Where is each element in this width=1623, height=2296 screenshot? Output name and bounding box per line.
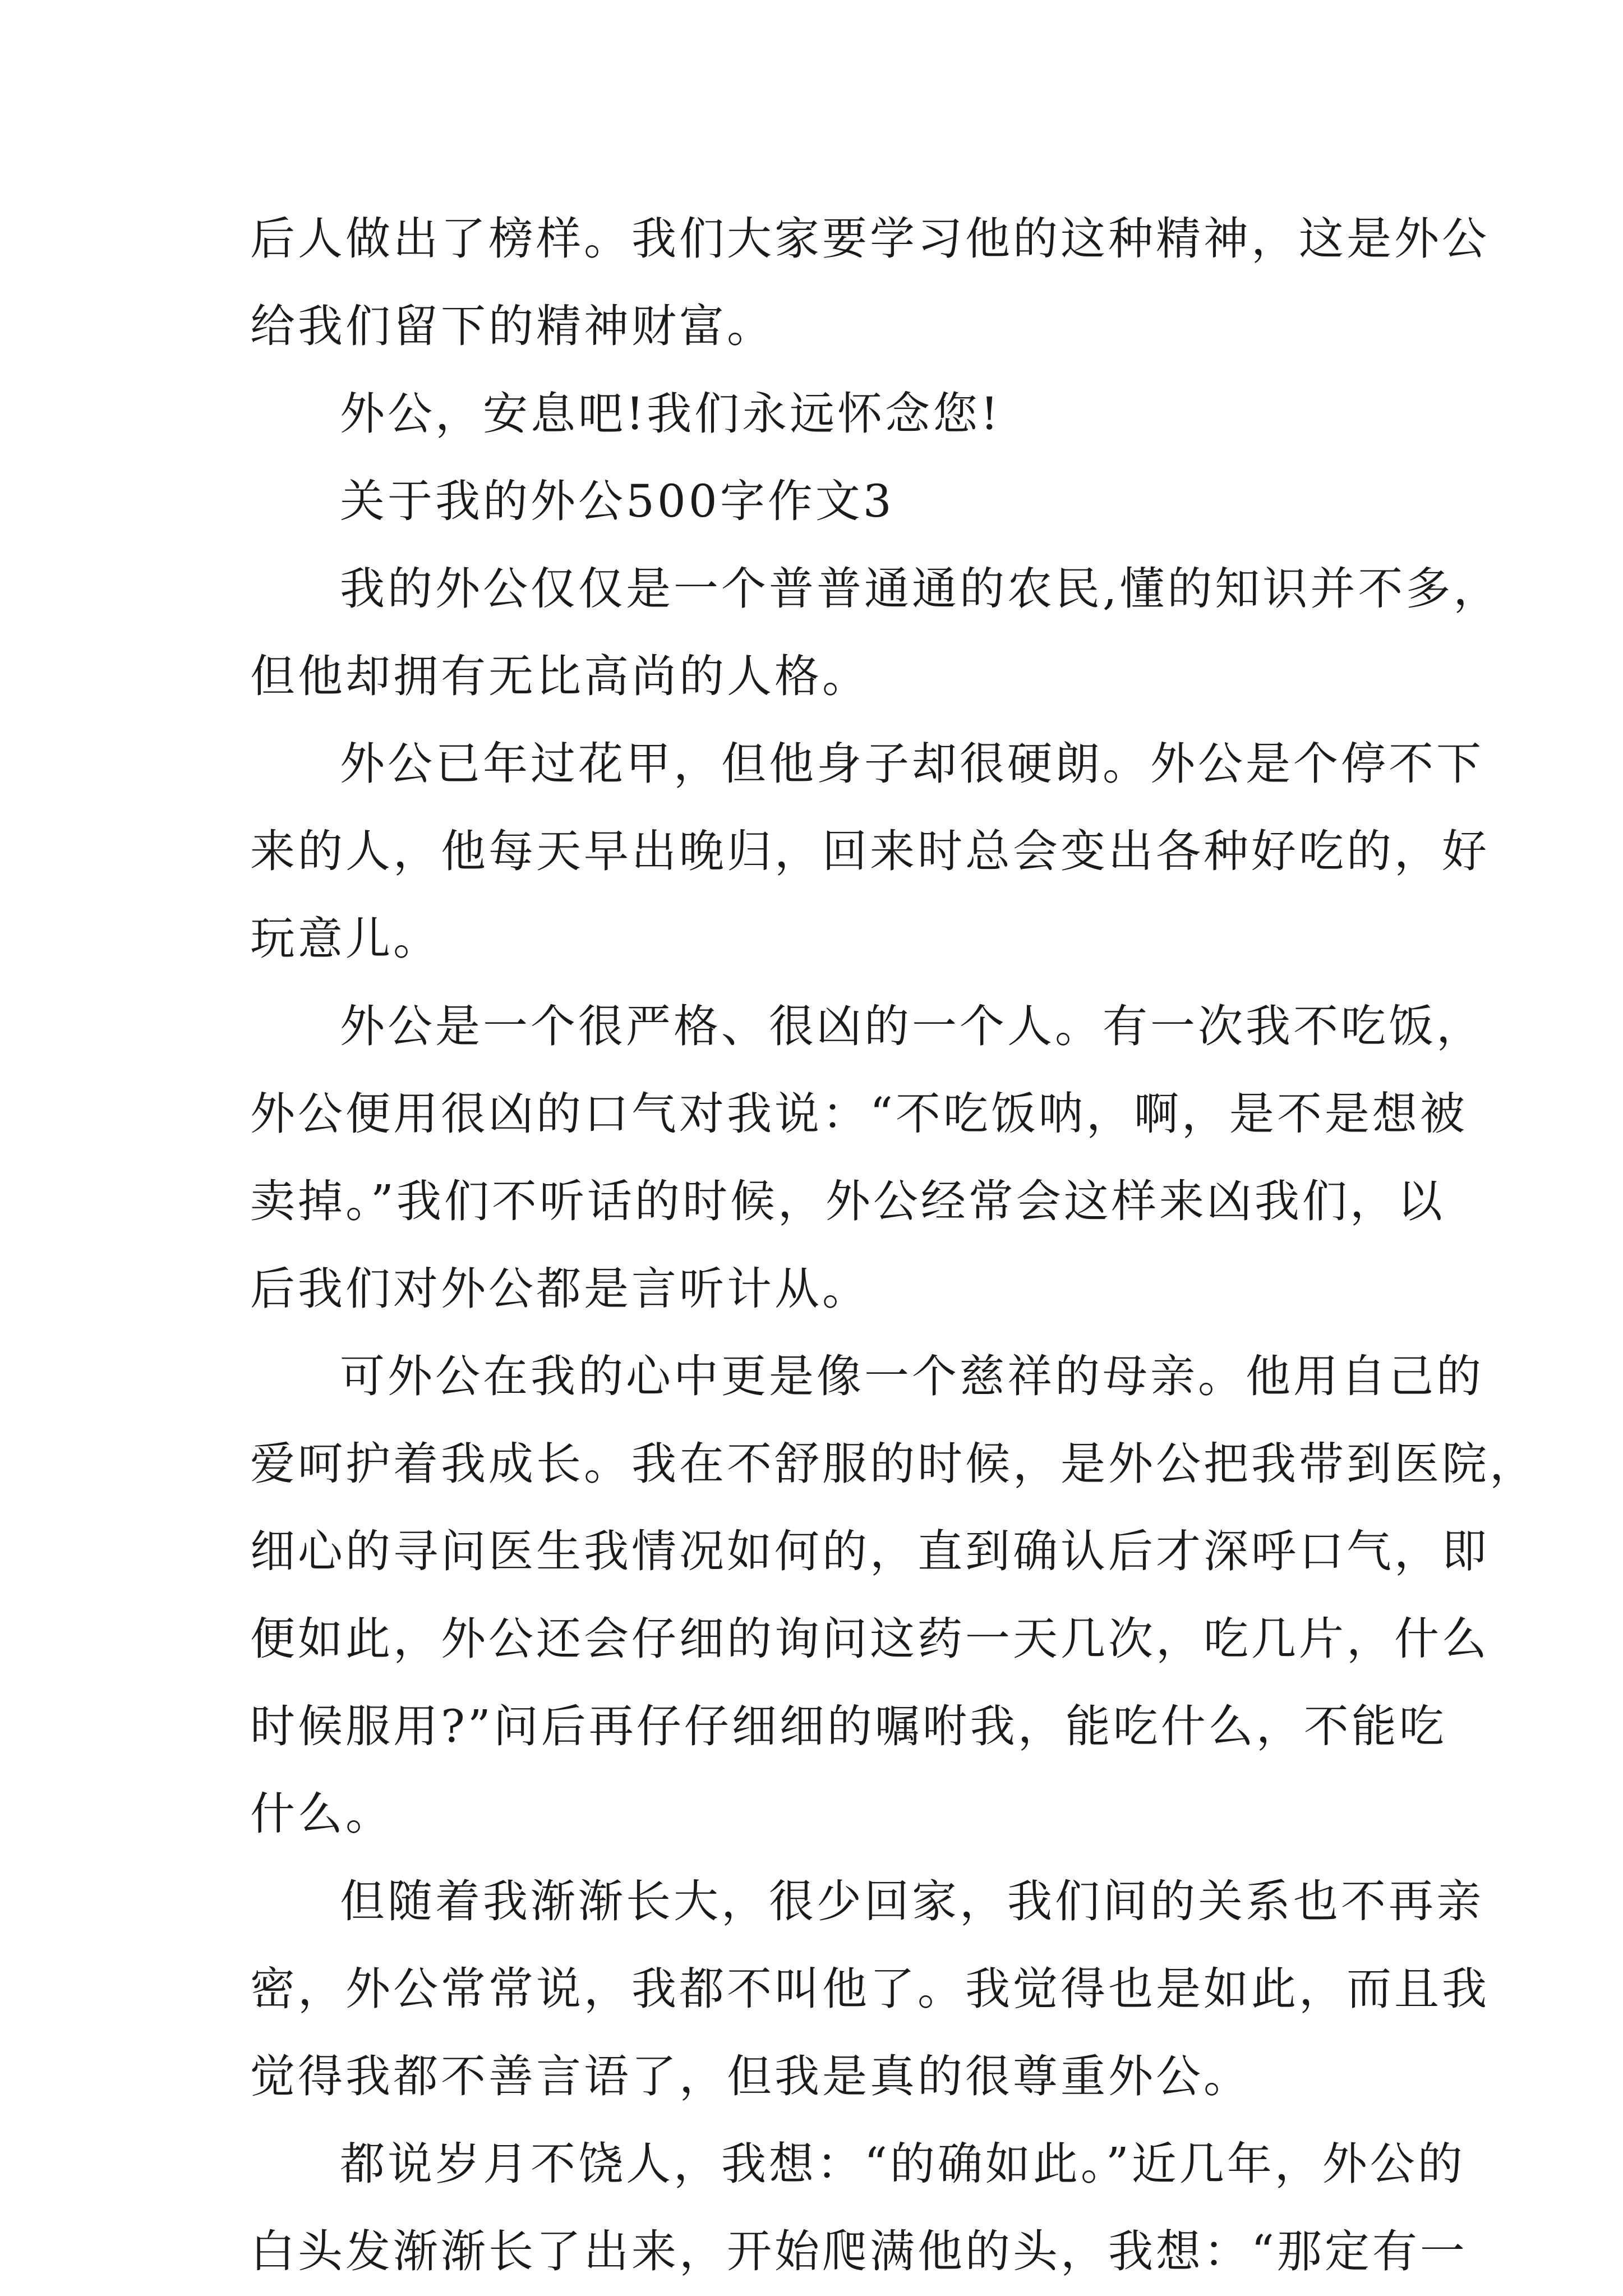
text-line: 爱呵护着我成长。我在不舒服的时候，是外公把我带到医院， (250, 1438, 1537, 1490)
text-line: 外公，安息吧!我们永远怀念您! (340, 388, 1002, 440)
essay-text (250, 195, 1537, 2295)
text-line: 觉得我都不善言语了，但我是真的很尊重外公。 (250, 2050, 1251, 2102)
text-line: 后人做出了榜样。我们大家要学习他的这种精神，这是外公 (250, 213, 1490, 265)
text-line: 外公是一个很严格、很凶的一个人。有一次我不吃饭， (340, 1000, 1484, 1052)
text-line: 细心的寻问医生我情况如何的，直到确认后才深呼口气，即 (250, 1525, 1490, 1577)
text-line: 外公已年过花甲，但他身子却很硬朗。外公是个停不下 (340, 738, 1484, 790)
text-line: 什么。 (250, 1788, 393, 1840)
text-line: 可外公在我的心中更是像一个慈祥的母亲。他用自己的 (340, 1350, 1484, 1402)
text-line: 后我们对外公都是言听计从。 (250, 1263, 870, 1315)
text-line: 时候服用?”问后再仔仔细细的嘱咐我，能吃什么，不能吃 (250, 1700, 1447, 1752)
text-line: 但随着我渐渐长大，很少回家，我们间的关系也不再亲 (340, 1875, 1484, 1927)
text-line: 玩意儿。 (250, 913, 441, 965)
text-line: 来的人，他每天早出晚归，回来时总会变出各种好吃的，好 (250, 825, 1490, 877)
text-line: 都说岁月不饶人，我想：“的确如此。”近几年，外公的 (340, 2138, 1465, 2190)
text-line: 外公便用很凶的口气对我说：“不吃饭呐，啊，是不是想被 (250, 1088, 1468, 1140)
text-line: 给我们留下的精神财富。 (250, 300, 774, 352)
text-line: 卖掉。”我们不听话的时候，外公经常会这样来凶我们，以 (250, 1175, 1445, 1227)
text-line: 我的外公仅仅是一个普普通通的农民,懂的知识并不多， (340, 563, 1501, 615)
text-line: 便如此，外公还会仔细的询问这药一天几次，吃几片，什么 (250, 1613, 1490, 1665)
text-line: 密，外公常常说，我都不叫他了。我觉得也是如此，而且我 (250, 1963, 1490, 2015)
text-line: 但他却拥有无比高尚的人格。 (250, 650, 870, 702)
essay-heading: 关于我的外公500字作文3 (340, 475, 895, 527)
text-line: 白头发渐渐长了出来，开始爬满他的头，我想：“那定有一 (250, 2225, 1468, 2277)
